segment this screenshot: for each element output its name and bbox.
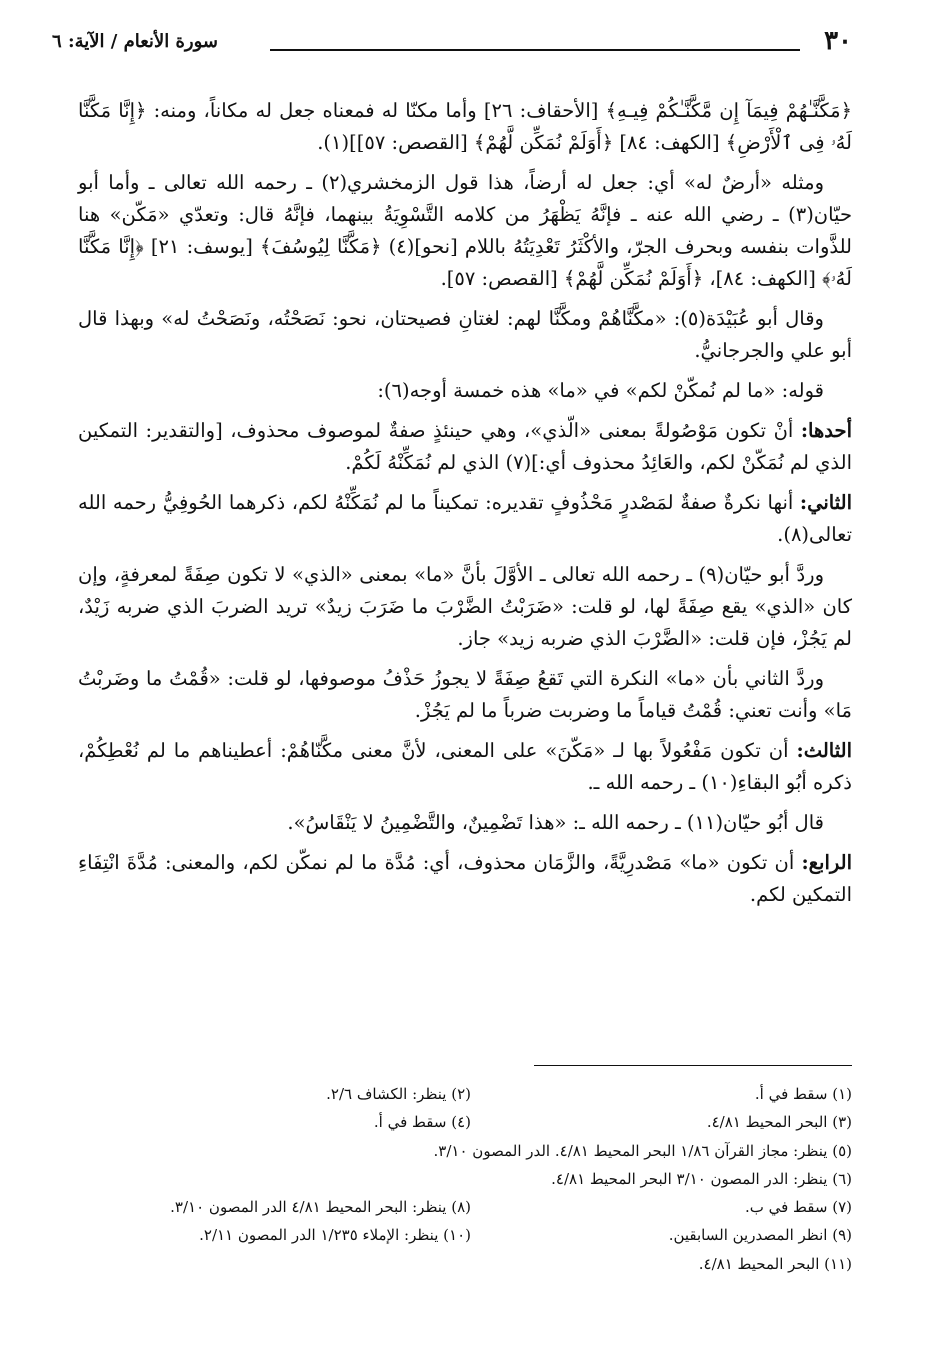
paragraph-text: قال أبُو حيّان(١١) ـ رحمه الله ـ: «هذا تَضْمِينٌ، والتَّضْمِينُ لا يَنْقَاسُ». <box>287 811 824 834</box>
paragraph-lead: أحدها: <box>800 419 852 442</box>
paragraph <box>78 663 852 727</box>
footnote: (١١) البحر المحيط ٤/٨١. <box>698 1254 852 1273</box>
paragraph <box>78 487 852 551</box>
footnote-row <box>90 1080 852 1108</box>
footnote-row <box>90 1221 852 1249</box>
footnote: (٩) انظر المصدرين السابقين. <box>668 1226 852 1245</box>
paragraph-text: ومثله «أرضٌ له» أي: جعل له أرضاً، هذا قول الزمخشري(٢) ـ رحمه الله تعالى ـ وأما أبو حيّان(٣) ـ رضي الله عنه ـ فإنَّهُ يَظْهَرُ من كلامه التَّسْوِيَةُ بينهما، فإنَّهُ قال: وتعدّي «مَكّن» هنا للذَّوات بنفسه وبحرف الجرّ، والأكْثَرُ تَعْدِيَتُهُ باللام [نحو](٤) ﴿مَكَّنَّا لِيُوسُفَ﴾ [يوسف: ٢١] ﴿إِنَّا مَكَّنَّا لَهُۥ﴾ [الكهف: ٨٤]، ﴿أَوَلَمْ نُمَكِّن لَّهُمْ﴾ [القصص: ٥٧]. <box>78 171 852 290</box>
footnotes <box>90 1080 852 1278</box>
page-number: ٣٠ <box>824 26 852 56</box>
paragraph <box>78 167 852 295</box>
paragraph-text: وردَّ الثاني بأن «ما» النكرة التي تَقعُ صِفَةً لا يجوزُ حَذْفُ موصوفها، لو قلت: «قُمْتُ ما وضَربْتُ مَا» وأنت تعني: قُمْتُ قياماً ما وضربت ضرباً ما لم يَجُزْ. <box>78 667 852 722</box>
paragraph-text: أنْ تكون مَوْصُولةً بمعنى «الّذي»، وهي حينئذٍ صفةٌ لموصوف محذوف، [والتقدير: التمكين الذي لم نُمَكّنْ لكم، والعَائِدُ محذوف أي:](٧) الذي لم نُمَكِّنْهُ لَكُمْ. <box>78 419 852 474</box>
header-rule <box>270 49 800 51</box>
paragraph-text: أن تكون «ما» مَصْدرِيَّةً، والزَّمَان محذوف، أي: مُدَّة ما لم نمكّن لكم، والمعنى: مُدَّةَ انْتِفَاءِ التمكين لكم. <box>78 851 852 906</box>
page-header <box>52 22 852 62</box>
footnote: (٣) البحر المحيط ٤/٨١. <box>706 1113 852 1132</box>
paragraph-text: أن تكون مَفْعُولاً بها لـ «مَكّنَ» على المعنى، لأنَّ معنى مكَّنّاهُمْ: أعطيناهم ما لم نُعْطِكُمْ، ذكره أبُو البقاءِ(١٠) ـ رحمه الله ـ. <box>78 739 852 794</box>
main-text <box>78 95 852 919</box>
footnote: (٥) ينظر: مجاز القرآن ١/٨٦ البحر المحيط ٤/٨١. الدر المصون ٣/١٠. <box>433 1141 852 1160</box>
paragraph-text: قوله: «ما لم نُمكّنْ لكم» في «ما» هذه خمسة أوجه(٦): <box>377 379 824 402</box>
paragraph <box>78 735 852 799</box>
footnote: (٧) سقط في ب. <box>744 1198 852 1217</box>
footnote: (٢) ينظر: الكشاف ٢/٦. <box>326 1085 471 1103</box>
paragraph <box>78 375 852 407</box>
footnote: (٦) ينظر: الدر المصون ٣/١٠ البحر المحيط ٤/٨١. <box>551 1169 852 1188</box>
paragraph-lead: الرابع: <box>801 851 852 874</box>
footnote: (١) سقط في أ. <box>754 1085 852 1103</box>
paragraph <box>78 415 852 479</box>
paragraph <box>78 303 852 367</box>
footnote-row <box>90 1250 852 1278</box>
footnote: (١٠) ينظر: الإملاء ١/٢٣٥ الدر المصون ٢/١١. <box>199 1226 471 1245</box>
paragraph-text: وردَّ أبو حيّان(٩) ـ رحمه الله تعالى ـ الأوَّلَ بأنَّ «ما» بمعنى «الذي» لا تكون صِفَةً لمعرفةٍ، وإن كان «الذي» يقع صِفَةً لها، لو قلت: «ضَرَبْتُ الضَّرْبَ ما ضَرَبَ زيدٌ» تريد الضربَ الذي ضربه زَيْدٌ، لم يَجُزْ، فإن قلت: «الضَّرْبَ الذي ضربه زيد» جاز. <box>78 563 852 650</box>
paragraph <box>78 807 852 839</box>
footnote-row <box>90 1108 852 1136</box>
paragraph <box>78 847 852 911</box>
paragraph-text: وقال أبو عُبَيْدَة(٥): «مكَّنَّاهُمْ ومكَّنَّا لهم: لغتانِ فصيحتان، نحو: نَصَحْتُه، ونَصَحْتُ له» وبهذا قال أبو علي والجرجانيُّ. <box>78 307 852 362</box>
paragraph-text: أنها نكرةٌ صفةٌ لمَصْدرٍ مَحْذُوفٍ تقديره: تمكيناً ما لم نُمَكِّنْهُ لكم، ذكرهما الحُوفِيُّ رحمه الله تعالى(٨). <box>78 491 852 546</box>
paragraph <box>78 95 852 159</box>
paragraph-text: ﴿مَكَّنَّـٰهُمْ فِيمَآ إِن مَّكَّنَّـٰكُمْ فِيـهِ﴾ [الأحقاف: ٢٦] وأما مكنّا له فمعناه جعل له مكاناً، ومنه: ﴿إِنَّا مَكَّنَّا لَهُۥ فِى ٱلْأَرْضِ﴾ [الكهف: ٨٤] ﴿أَوَلَمْ نُمَكِّن لَّهُمْ﴾ [القصص: ٥٧]](١). <box>78 99 852 154</box>
footnote-row <box>90 1193 852 1221</box>
running-title: سورة الأنعام / الآية: ٦ <box>52 31 218 52</box>
footnote: (٤) سقط في أ. <box>373 1113 471 1132</box>
footnote-row <box>90 1137 852 1165</box>
footnote-row <box>90 1165 852 1193</box>
paragraph-lead: الثاني: <box>799 491 852 514</box>
footnote: (٨) ينظر: البحر المحيط ٤/٨١ الدر المصون ٣/١٠. <box>170 1198 471 1217</box>
paragraph <box>78 559 852 655</box>
paragraph-lead: الثالث: <box>796 739 852 762</box>
footnote-separator <box>534 1065 852 1066</box>
